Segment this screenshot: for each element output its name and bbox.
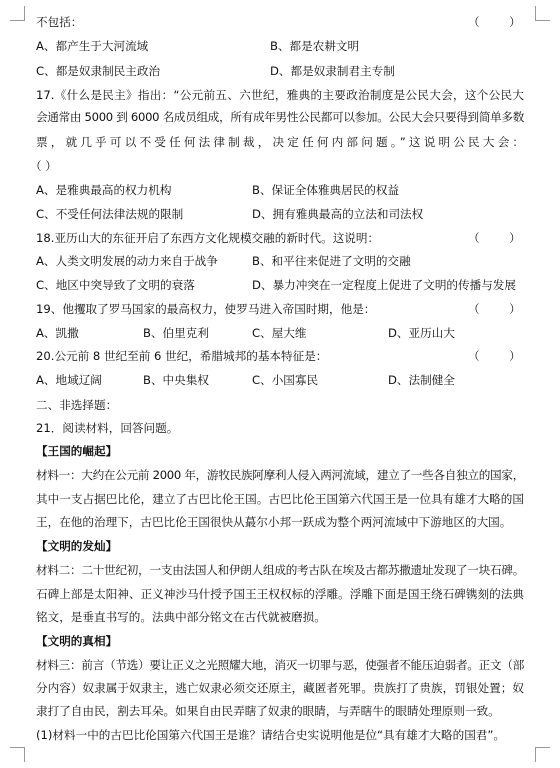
question-17-stem-line-1: 17.《什么是民主》指出：“公元前五、六世纪，雅典的主要政治制度是公民大会，这个公民大 bbox=[36, 88, 524, 102]
question-21-stem: 21．阅读材料，回答问题。 bbox=[36, 421, 179, 435]
question-16-option-b: B、都是农耕文明 bbox=[270, 39, 360, 53]
question-18-stem: 18.亚历山大的东征开启了东西方文化规模交融的新时代。这说明： bbox=[36, 231, 380, 245]
question-17-option-d: D、拥有雅典最高的立法和司法权 bbox=[252, 207, 424, 221]
question-20-option-c: C、小国寡民 bbox=[252, 373, 319, 387]
question-17-stem-line-3: 票，就几乎可以不受任何法律制裁，决定任何内部问题。”这说明公民大会： bbox=[36, 135, 524, 149]
question-19-option-b: B、伯里克利 bbox=[143, 326, 209, 340]
material-1-heading: 【王国的崛起】 bbox=[36, 444, 118, 458]
question-16-option-d: D、都是奴隶制君主专制 bbox=[270, 64, 395, 78]
question-18-option-a: A、人类文明发展的动力来自于战争 bbox=[36, 254, 218, 268]
question-20-stem: 20.公元前 8 世纪至前 6 世纪，希腊城邦的基本特征是： bbox=[36, 349, 328, 363]
crop-mark-top-left bbox=[10, 6, 25, 21]
material-1-line-3: 王，在他的治理下，古巴比伦王国很快从蕞尔小邦一跃成为整个两河流域中下游地区的大国。 bbox=[36, 515, 512, 529]
material-3-line-2: 分内容）奴隶属于奴隶主，逃亡奴隶必须交还原主，藏匿者死罪。贵族打了贵族，罚银处置；奴 bbox=[36, 681, 524, 695]
material-2-heading: 【文明的发灿】 bbox=[36, 539, 118, 553]
question-19-option-c: C、屋大维 bbox=[252, 326, 307, 340]
material-3-heading: 【文明的真相】 bbox=[36, 634, 118, 648]
question-17-option-a: A、是雅典最高的权力机构 bbox=[36, 183, 172, 197]
material-3-line-1: 材料三：前言（节选）要让正义之光照耀大地，消灭一切罪与恶，使强者不能压迫弱者。正文（部 bbox=[36, 658, 524, 672]
question-19-option-d: D、亚历山大 bbox=[388, 326, 455, 340]
question-17-stem-line-2: 会通常由 5000 到 6000 名成员组成，所有成年男性公民都可以参加。公民大会只要得到简单多数 bbox=[36, 110, 525, 124]
material-1-line-1: 材料一：大约在公元前 2000 年，游牧民族阿摩利人侵入两河流域，建立了一些各自独立的国家， bbox=[36, 468, 524, 482]
question-17-option-b: B、保证全体雅典居民的权益 bbox=[252, 183, 400, 197]
question-18-option-c: C、地区中突导致了文明的衰落 bbox=[36, 278, 195, 292]
crop-mark-top-right bbox=[535, 6, 550, 21]
question-19-option-a: A、凯撒 bbox=[36, 326, 79, 340]
question-19-answer-blank: （ ） bbox=[468, 302, 521, 316]
question-21-subquestion-1: (1)材料一中的古巴比伦国第六代国王是谁？请结合史实说明他是位“具有雄才大略的国君”。 bbox=[36, 728, 506, 742]
question-20-answer-blank: （ ） bbox=[468, 349, 521, 363]
question-18-answer-blank: （ ） bbox=[468, 231, 521, 245]
question-20-option-a: A、地域辽阔 bbox=[36, 373, 102, 387]
crop-mark-bottom-right bbox=[535, 747, 550, 762]
question-20-option-d: D、法制健全 bbox=[388, 373, 455, 387]
question-20-option-b: B、中央集权 bbox=[143, 373, 209, 387]
material-2-line-2: 石碑上部是太阳神、正义神沙马什授予国王王权权标的浮雕。浮雕下面是国王绕石碑镌刻的法典 bbox=[36, 587, 524, 601]
question-16-option-a: A、都产生于大河流域 bbox=[36, 39, 149, 53]
material-2-line-1: 材料二：二十世纪初，一支由法国人和伊朗人组成的考古队在埃及古都苏撒遗址发现了一块石碑。 bbox=[36, 563, 524, 577]
question-18-option-d: D、暴力冲突在一定程度上促进了文明的传播与发展 bbox=[252, 278, 516, 292]
crop-mark-bottom-left bbox=[10, 747, 25, 762]
material-1-line-2: 其中一支占据巴比伦，建立了古巴比伦王国。古巴比伦王国第六代国王是一位具有雄才大略的国 bbox=[36, 492, 524, 506]
question-17-option-c: C、不受任何法律法规的限制 bbox=[36, 207, 184, 221]
question-16-stem-tail: 不包括： bbox=[36, 15, 83, 29]
section-2-heading: 二、非选择题： bbox=[36, 398, 118, 412]
question-19-stem: 19、他攫取了罗马国家的最高权力，使罗马进入帝国时期，他是： bbox=[36, 302, 376, 316]
question-18-option-b: B、和平往来促进了文明的交融 bbox=[252, 254, 411, 268]
material-3-line-3: 隶打了自由民，割去耳朵。如果自由民弄瞎了奴隶的眼睛，与弄瞎牛的眼睛处理原则一致。 bbox=[36, 704, 500, 718]
material-2-line-3: 铭文，是垂直书写的。法典中部分铭文在古代就被磨损。 bbox=[36, 610, 326, 624]
question-16-answer-blank: （ ） bbox=[468, 15, 521, 29]
question-17-answer-blank: （ ） bbox=[30, 159, 57, 173]
question-16-option-c: C、都是奴隶制民主政治 bbox=[36, 64, 161, 78]
